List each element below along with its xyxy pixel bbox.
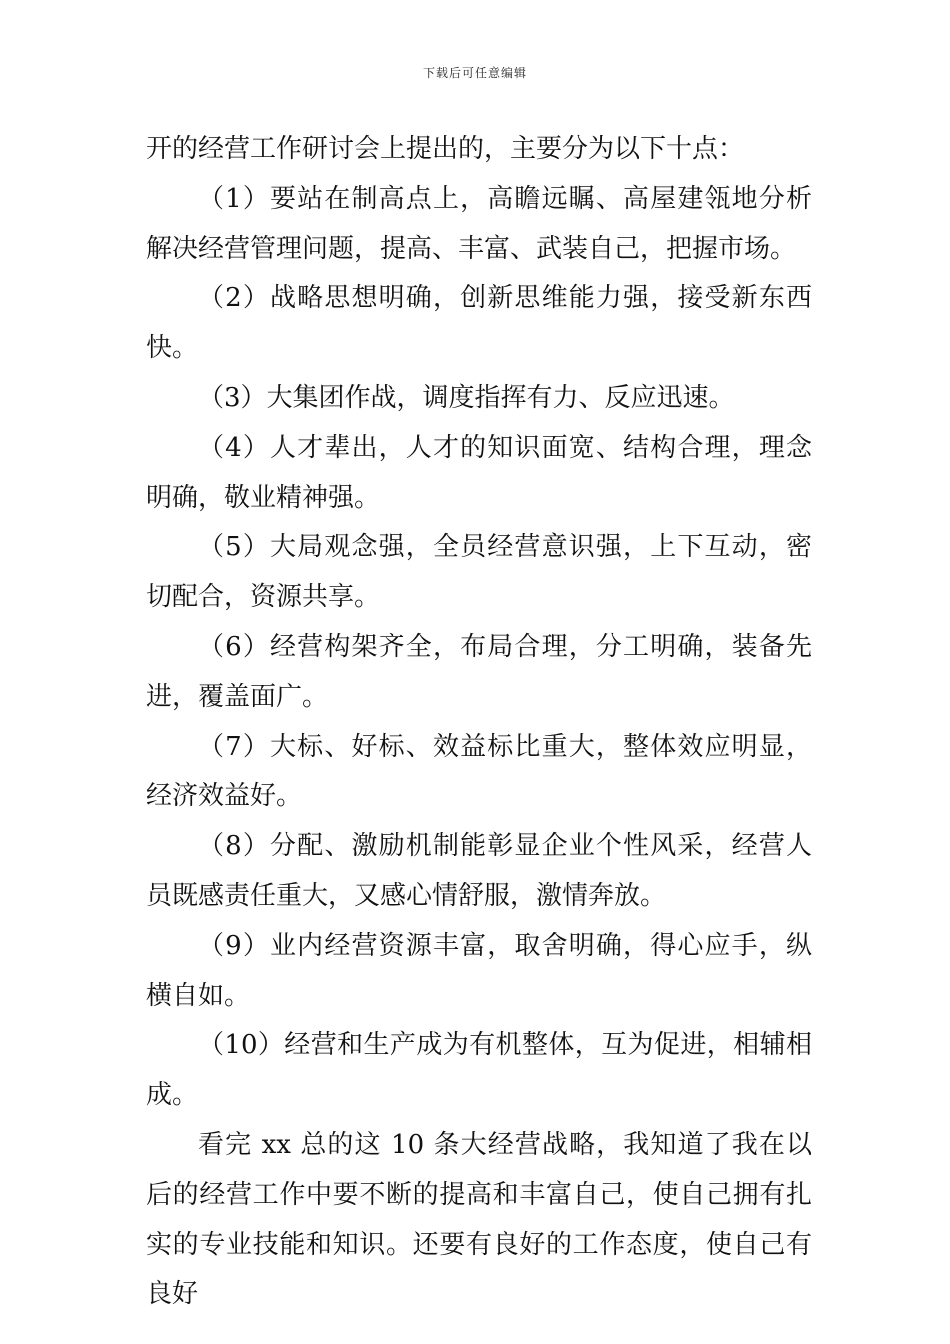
paragraph-point-6: （6）经营构架齐全，布局合理，分工明确，装备先进，覆盖面广。 [146,631,812,712]
paragraph-point-10: （10）经营和生产成为有机整体，互为促进，相辅相成。 [146,1030,812,1111]
paragraph-point-9: （9）业内经营资源丰富，取舍明确，得心应手，纵横自如。 [146,930,812,1011]
paragraph-point-8: （8）分配、激励机制能彰显企业个性风采，经营人员既感责任重大，又感心情舒服，激情奔放。 [146,831,812,911]
document-body [146,125,812,1320]
paragraph-point-7: （7）大标、好标、效益标比重大，整体效应明显，经济效益好。 [146,731,812,812]
paragraph-point-3: （3）大集团作战，调度指挥有力、反应迅速。 [198,382,735,413]
paragraph-point-2: （2）战略思想明确，创新思维能力强，接受新东西快。 [146,283,812,364]
paragraph-point-5: （5）大局观念强，全员经营意识强，上下互动，密切配合，资源共享。 [146,532,812,613]
page-header: 下载后可任意编辑 [422,66,527,80]
paragraph-conclusion: 看完 xx 总的这 10 条大经营战略，我知道了我在以后的经营工作中要不断的提高和丰富自己，使自己拥有扎实的专业技能和知识。还要有良好的工作态度，使自己有良好 [146,1129,812,1310]
paragraph-point-1: （1）要站在制高点上，高瞻远瞩、高屋建瓴地分析解决经营管理问题，提高、丰富、武装自己，把握市场。 [146,183,812,264]
paragraph-intro: 开的经营工作研讨会上提出的，主要分为以下十点： [146,134,745,164]
paragraph-point-4: （4）人才辈出，人才的知识面宽、结构合理，理念明确，敬业精神强。 [146,432,812,513]
